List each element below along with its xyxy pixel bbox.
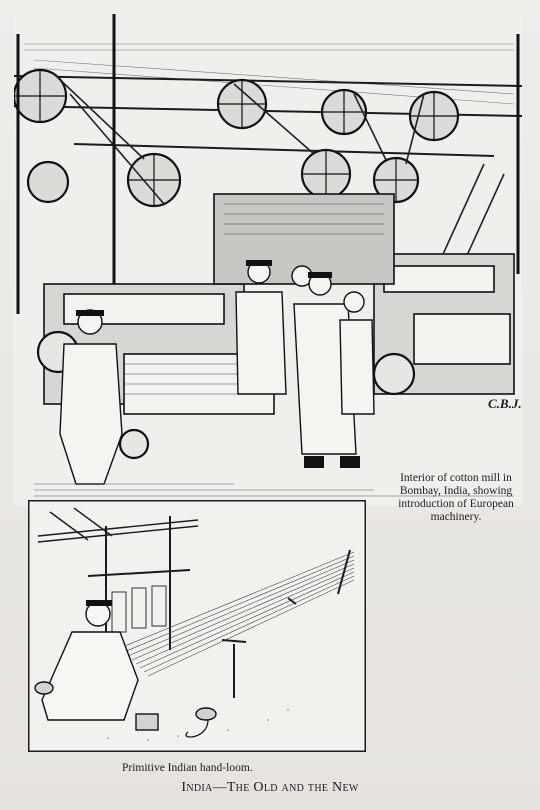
page-title: [0, 780, 540, 796]
hand-loom-illustration: [28, 500, 366, 752]
artist-signature: C.B.J.: [488, 396, 522, 411]
cotton-mill-caption: Interior of cotton mill in Bombay, India, showing introduction of European machinery.: [398, 472, 514, 523]
cotton-mill-illustration: [14, 14, 522, 506]
page-title-text: India—The Old and the New: [181, 780, 359, 795]
hand-loom-caption: Primitive Indian hand-loom.: [122, 762, 253, 774]
